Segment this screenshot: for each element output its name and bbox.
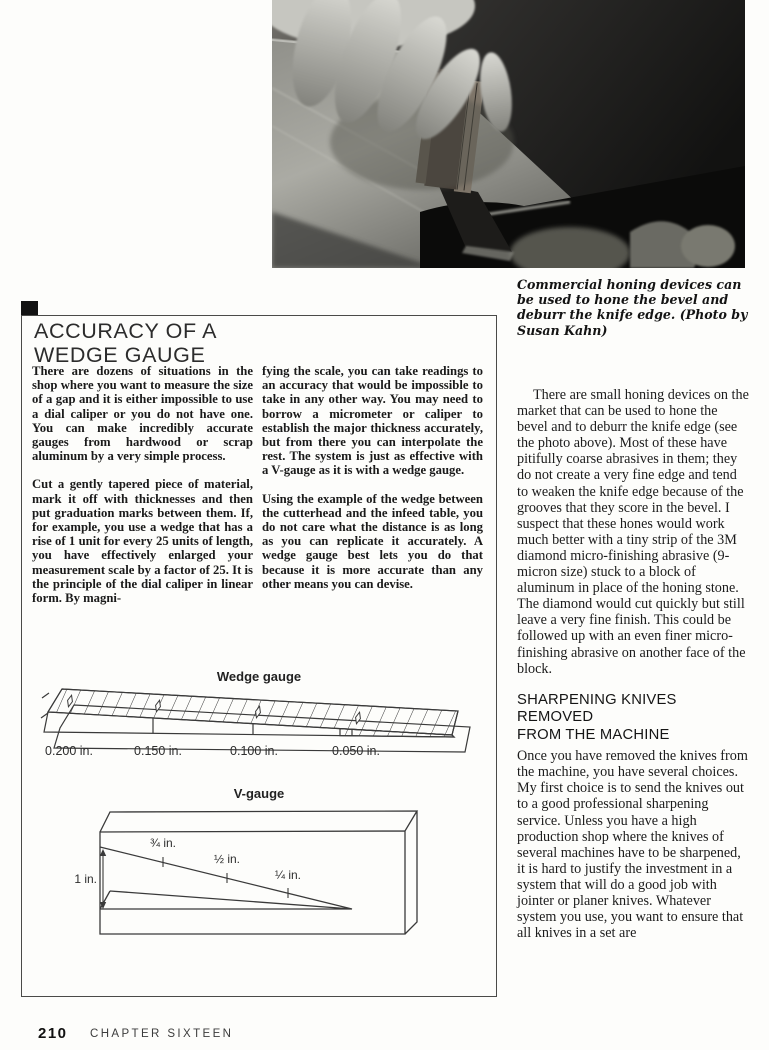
v-gauge-diagram	[60, 799, 430, 939]
sidebar-paragraph: Cut a gently tapered piece of material, mark it off with thicknesses and then put graduation marks between them. If, for example, you use a wedge that has a rise of 1 unit for every 25 units of length, you have effectively enlarged your measurement scale by a factor of 25. It is the principle of the dial caliper in linear form. By magni-	[32, 477, 253, 606]
depth-label: 1 in.	[74, 872, 97, 886]
tick-label: ¼ in.	[274, 868, 302, 882]
section-heading-line2: FROM THE MACHINE	[517, 726, 670, 743]
body-paragraph: There are small honing devices on the market that can be used to hone the bevel and to deburr the knife edge (see the photo above). Most of these have pitifully coarse abrasives in them; they do not create a very fine edge and tend to weaken the knife edge because of the grooves that they score in the bevel. I suspect that these hones would work much better with a tiny strip of the 3M diamond micro-finishing abrasive (9-micron size) stuck to a block of aluminum in place of the honing stone. The diamond would cut quickly but still leave a very fine finish. This could be followed up with an even finer micro-finishing abrasive on another face of the block.	[517, 387, 749, 677]
accuracy-sidebar-box	[21, 315, 497, 997]
measurement-label: 0.150 in.	[134, 744, 182, 758]
sidebar-title	[34, 319, 217, 367]
measurement-label: 0.200 in.	[45, 744, 93, 758]
vgauge-outline	[100, 811, 417, 934]
photo-caption: Commercial honing devices can be used to hone the bevel and deburr the knife edge. (Photo by Susan Kahn)	[517, 277, 748, 338]
measurement-label: 0.100 in.	[230, 744, 278, 758]
tick-label: ½ in.	[213, 852, 241, 866]
wedge-diagram-title: Wedge gauge	[216, 669, 302, 684]
section-heading	[517, 692, 749, 745]
tick-label: ¾ in.	[149, 836, 177, 850]
sidebar-paragraph: There are dozens of situations in the shop where you want to measure the size of a gap and it is either impossible to use a dial caliper or you do not have one. You can make incredibly accurate gauges from hardwood or scrap aluminum by a very simple process.	[32, 364, 253, 464]
section-heading-line1: SHARPENING KNIVES REMOVED	[517, 691, 677, 726]
body-paragraph: Once you have removed the knives from the machine, you have several choices. My first choice is to send the knives out to a good professional sharpening service. Unless you have a high production shop where the knives of several machines have to be sharpened, it is hard to justify the investment in a system that will do a good job with jointer or planer knives. Whatever system you use, you want to ensure that all knives in a set are	[517, 748, 748, 942]
vgauge-diagram-title: V-gauge	[233, 786, 285, 801]
sidebar-column-left	[32, 364, 253, 619]
main-text-column	[517, 387, 749, 941]
sidebar-title-line1: ACCURACY OF A	[34, 319, 218, 343]
sidebar-paragraph: fying the scale, you can take readings to an accuracy that would be impossible to take in any other way. You may need to borrow a micrometer or caliper to establish the major thickness accurately, but from there you can interpolate the rest. The system is just as effective with a V-gauge as it is with a wedge gauge.	[262, 364, 483, 478]
honing-photo-illustration	[272, 0, 745, 268]
wedge-outline	[41, 689, 470, 752]
page-number: 210	[38, 1025, 68, 1042]
sidebar-title-line2: WEDGE GAUGE	[34, 343, 206, 367]
measurement-label: 0.050 in.	[332, 744, 380, 758]
sidebar-paragraph: Using the example of the wedge between the cutterhead and the infeed table, you do not care what the distance is as long as you can replicate it accurately. A wedge gauge best lets you do that because it is more accurate than any other means you can devise.	[262, 491, 483, 591]
chapter-label: CHAPTER SIXTEEN	[90, 1028, 234, 1040]
sidebar-column-right	[262, 364, 483, 605]
honing-photo	[272, 0, 745, 268]
